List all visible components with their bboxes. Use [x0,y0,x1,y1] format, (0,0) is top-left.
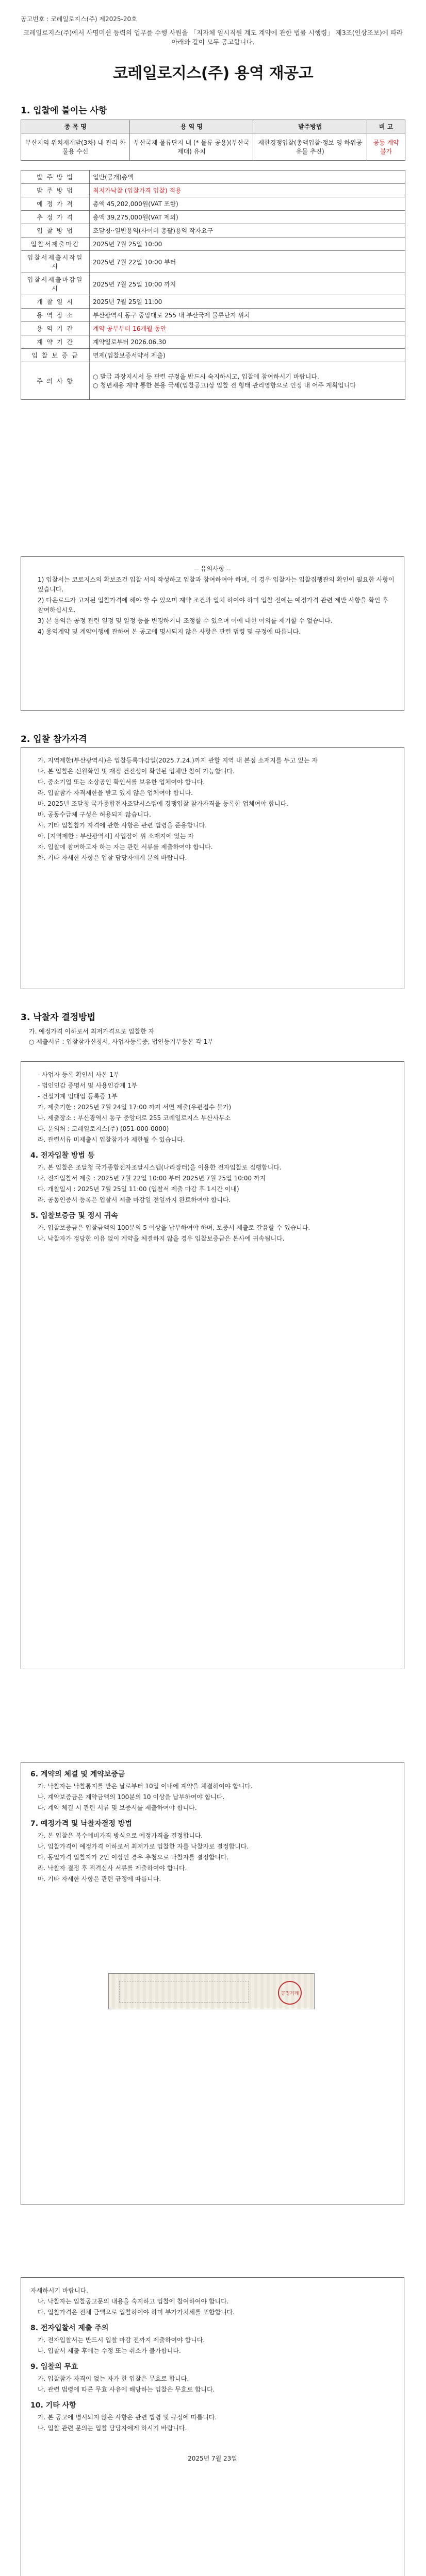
section-9-line: 나. 관련 법령에 따른 무효 사유에 해당하는 입찰은 무효로 합니다. [38,2386,215,2393]
section-7-line: 다. 동일가격 입찰자가 2인 이상인 경우 추첨으로 낙찰자를 결정합니다. [38,1854,229,1861]
documents-line: - 법인인감 증명서 및 사용인감계 1부 [38,1082,138,1089]
eligibility-box [21,747,404,989]
section-3-line: 가. 예정가격 이하로서 최저가격으로 입찰한 자 [29,1028,155,1035]
fair-trade-banner [108,1973,315,2009]
detail-value: 일반(공개)총액 [90,171,405,184]
section-8-title: 8. 전자입찰서 제출 주의 [30,2324,109,2332]
caution-item: 2) 다운로드가 고지된 입찰가격에 해야 할 수 있으며 계약 조건과 일치 하여야 하며 입찰 전에는 예정가격 관련 제반 사항을 확인 후 참여하십시오. [38,597,388,614]
caution-item: 3) 본 용역은 공정 관련 일정 및 일정 등을 변경하거나 조정할 수 있으며 이에 대한 이의를 제기할 수 없습니다. [38,617,333,624]
eligibility-line: 마. 2025년 조달청 국가종합전자조달시스템에 경쟁입찰 참가자격을 등록한 업체여야 합니다. [38,800,288,807]
eligibility-line: 차. 기타 자세한 사항은 입찰 담당자에게 문의 바랍니다. [38,854,187,861]
detail-value: 2025년 7월 22일 10:00 부터 [90,251,405,273]
overview-table [21,120,405,161]
detail-value: 최저가낙찰 (입찰가격 입찰) 적용 [90,184,405,197]
overview-header-cell: 비 고 [367,120,405,133]
section-10-line: 가. 본 공고에 명시되지 않은 사항은 관련 법령 및 규정에 따릅니다. [38,2414,217,2421]
detail-label: 예 정 가 격 [21,197,90,211]
overview-cell: 제한경쟁입찰(총액입찰·정보 영 하위공유물 추진) [253,133,367,161]
detail-label: 개 찰 일 시 [21,295,90,309]
section-3-body [29,1026,400,1047]
detail-value: 2025년 7월 25일 10:00 까지 [90,273,405,295]
overview-header-cell: 용 역 명 [130,120,253,133]
eligibility-line: 가. 지역제한(부산광역시)은 입찰등록마감일(2025.7.24.)까지 관할 지역 내 본점 소재지를 두고 있는 자 [38,757,318,764]
fair-trade-badge: 공정거래 [278,1981,302,2005]
section-9-line: 가. 입찰참가 자격이 없는 자가 한 입찰은 무효로 합니다. [38,2375,189,2382]
section-4-line: 라. 공동인증서 등록은 입찰서 제출 마감일 전일까지 완료하여야 합니다. [38,1196,231,1204]
final-line: 나. 낙찰자는 입찰공고문의 내용을 숙지하고 입찰에 참여하여야 합니다. [38,2298,229,2305]
caution-item: 4) 용역계약 및 계약이행에 관하여 본 공고에 명시되지 않은 사항은 관련 법령 및 규정에 따릅니다. [38,628,301,635]
detail-value: 부산광역시 동구 중앙대로 255 내 부산국제 물류단지 위치 [90,309,405,322]
final-box [21,2277,404,2576]
overview-header-cell: 발주방법 [253,120,367,133]
eligibility-line: 나. 본 입찰은 신원확인 및 재정 건전성이 확인된 업체만 참여 가능합니다. [38,768,235,775]
section-5-title: 5. 입찰보증금 및 정시 귀속 [30,1212,118,1220]
detail-label: 추 정 가 격 [21,211,90,224]
detail-value: 계약일로부터 2026.06.30 [90,335,405,349]
caution-item: 1) 입찰서는 코로지스의 확보조건 입찰 서의 작성하고 입찰과 참여하여야 하며, 이 경우 입찰자는 입찰집행관의 확인이 필요한 사항이 있습니다. [38,576,395,593]
eligibility-line: 다. 중소기업 또는 소상공인 확인서를 보유한 업체여야 합니다. [38,778,205,786]
section-6-title: 6. 계약의 체결 및 계약보증금 [30,1770,125,1778]
section-10-title: 10. 기타 사항 [30,2401,76,2410]
detail-value: 조달청··일반용역(사이버 총괄)용역 작자요구 [90,224,405,238]
note-line: ○ 발급 과장지시서 등 관련 규정을 반드시 숙지하시고, 입찰에 참여하시기 바랍니다. [93,373,319,380]
section-4-line: 가. 본 입찰은 조달청 국가종합전자조달시스템(나라장터)을 이용한 전자입찰로 집행합니다. [38,1164,282,1171]
section-7-line: 마. 기타 자세한 사항은 관련 규정에 따릅니다. [38,1875,161,1883]
final-line: 자세하시기 바랍니다. [30,2287,88,2294]
detail-label: 입찰서제출마감일시 [21,273,90,295]
section-5-line: 나. 낙찰자가 정당한 이유 없이 계약을 체결하지 않을 경우 입찰보증금은 본사에 귀속됩니다. [38,1235,285,1242]
eligibility-line: 라. 입찰참가 자격제한을 받고 있지 않은 업체여야 합니다. [38,789,193,796]
section-7-line: 라. 낙찰자 결정 후 적격심사 서류를 제출하여야 합니다. [38,1865,187,1872]
detail-label: 용 역 장 소 [21,309,90,322]
documents-line: 가. 제출기한 : 2025년 7월 24일 17:00 까지 서면 제출(우편접수 불가) [38,1104,232,1111]
banner-inner [119,1981,249,2003]
section-8-line: 나. 입찰서 제출 후에는 수정 또는 취소가 불가합니다. [38,2347,181,2354]
overview-header-cell: 종 목 명 [21,120,130,133]
documents-line: 나. 제출장소 : 부산광역시 동구 중앙대로 255 코레일로지스 부산사무소 [38,1114,231,1122]
detail-value: 총액 39,275,000원(VAT 제외) [90,211,405,224]
detail-label: 입찰서제출시작일시 [21,251,90,273]
section-4-line: 다. 개찰일시 : 2025년 7월 25일 11:00 (입찰서 제출 마감 후 1시간 이내) [38,1185,239,1193]
section-7-line: 나. 입찰가격이 예정가격 이하로서 최저가로 입찰한 자를 낙찰자로 결정합니다. [38,1843,249,1850]
overview-cell: 부산지역 위치재개발(3차) 내 관리 화물용 수신 [21,133,130,161]
detail-label: 입 찰 방 법 [21,224,90,238]
section-3-line: ○ 제출서류 : 입찰참가신청서, 사업자등록증, 법인등기부등본 각 1부 [29,1038,214,1045]
section-7-line: 가. 본 입찰은 복수예비가격 방식으로 예정가격을 결정합니다. [38,1832,203,1839]
notes-label: 주 의 사 항 [21,362,90,400]
final-line: 다. 입찰가격은 전체 금액으로 입찰하여야 하며 부가가치세를 포함합니다. [38,2309,235,2316]
note-line: ○ 청년채용 계약 통한 본용 국세(입찰공고)상 입찰 전 형태 관리영항으로 인정 내 어주 계획입니다 [93,382,356,389]
overview-cell: 부산국제 물류단지 내 (* 물류 공용)(부산국제대) 유치 [130,133,253,161]
detail-label: 용 역 기 간 [21,322,90,335]
section-4-title: 4. 전자입찰 방법 등 [30,1151,95,1160]
detail-value: 2025년 7월 25일 10:00 [90,238,405,251]
documents-line: 다. 문의처 : 코레일로지스(주) (051-000-0000) [38,1125,169,1132]
detail-value: 총액 45,202,000원(VAT 포함) [90,197,405,211]
caution-box [21,556,404,711]
detail-label: 발 주 방 법 [21,184,90,197]
documents-line: - 사업자 등록 확인서 사본 1부 [38,1071,120,1078]
detail-label: 발 주 방 법 [21,171,90,184]
eligibility-line: 바. 공동수급체 구성은 허용되지 않습니다. [38,811,151,818]
section-7-title: 7. 예정가격 및 낙찰자결정 방법 [30,1820,132,1828]
eligibility-line: 자. 입찰에 참여하고자 하는 자는 관련 서류를 제출하여야 합니다. [38,843,213,851]
notice-header [21,14,405,83]
detail-label: 입찰서제출마감 [21,238,90,251]
details-table [21,170,405,400]
section-6-line: 나. 계약보증금은 계약금액의 100분의 10 이상을 납부하여야 합니다. [38,1793,225,1801]
overview-cell: 공동 계약불가 [367,133,405,161]
box-date: 2025년 7월 23일 [188,2455,237,2462]
detail-label: 계 약 기 간 [21,335,90,349]
eligibility-line: 사. 기타 입찰참가 자격에 관한 사항은 관련 법령을 준용합니다. [38,822,207,829]
section-3-title: 3. 낙찰자 결정방법 [21,1012,96,1023]
section-9-title: 9. 입찰의 무효 [30,2363,78,2371]
documents-line: - 건설기계 임대업 등록증 1부 [38,1093,118,1100]
eligibility-line: 아. [지역제한 : 부산광역시] 사업장이 위 소재지에 있는 자 [38,833,194,840]
section-6-line: 가. 낙찰자는 낙찰통지를 받은 날로부터 10일 이내에 계약을 체결하여야 합니다. [38,1783,253,1790]
section-5-line: 가. 입찰보증금은 입찰금액의 100분의 5 이상을 납부하여야 하며, 보증서 제출로 갈음할 수 있습니다. [38,1224,310,1231]
notes-cell [90,362,405,400]
detail-value: 계약 공부부터 16개월 동안 [90,322,405,335]
section-8-line: 가. 전자입찰서는 반드시 입찰 마감 전까지 제출하여야 합니다. [38,2336,205,2344]
section-6-line: 다. 계약 체결 시 관련 서류 및 보증서를 제출하여야 합니다. [38,1804,197,1811]
notice-number: 공고번호 : 코레일로지스(주) 제2025-20호 [21,15,137,23]
section-10-line: 나. 입찰 관련 문의는 입찰 담당자에게 하시기 바랍니다. [38,2425,187,2432]
notice-title: 코레일로지스(주) 용역 재공고 [112,64,314,82]
section-4-line: 나. 전자입찰서 제출 : 2025년 7월 22일 10:00 부터 2025년 7월 25일 10:00 까지 [38,1175,266,1182]
section-1-title: 1. 입찰에 붙이는 사항 [21,106,107,116]
detail-label: 입 찰 보 증 금 [21,349,90,362]
section-2-title: 2. 입찰 참가자격 [21,734,87,744]
caution-title: -- 유의사항 -- [194,565,231,572]
detail-value: 면제(입찰보증서약서 제출) [90,349,405,362]
notice-intro: 코레일로지스(주)에서 사명미션 등력의 업무를 수행 사원을 「지자체 임시직원 계도 계약에 관한 법률 시행령」 제3조(인상조보)에 따라 아래와 같이 모두 공고합니다. [23,29,403,46]
documents-box [21,1061,404,1669]
documents-line: 라. 관련서류 미제출시 입찰참가가 제한될 수 있습니다. [38,1136,185,1143]
detail-value: 2025년 7월 25일 11:00 [90,295,405,309]
